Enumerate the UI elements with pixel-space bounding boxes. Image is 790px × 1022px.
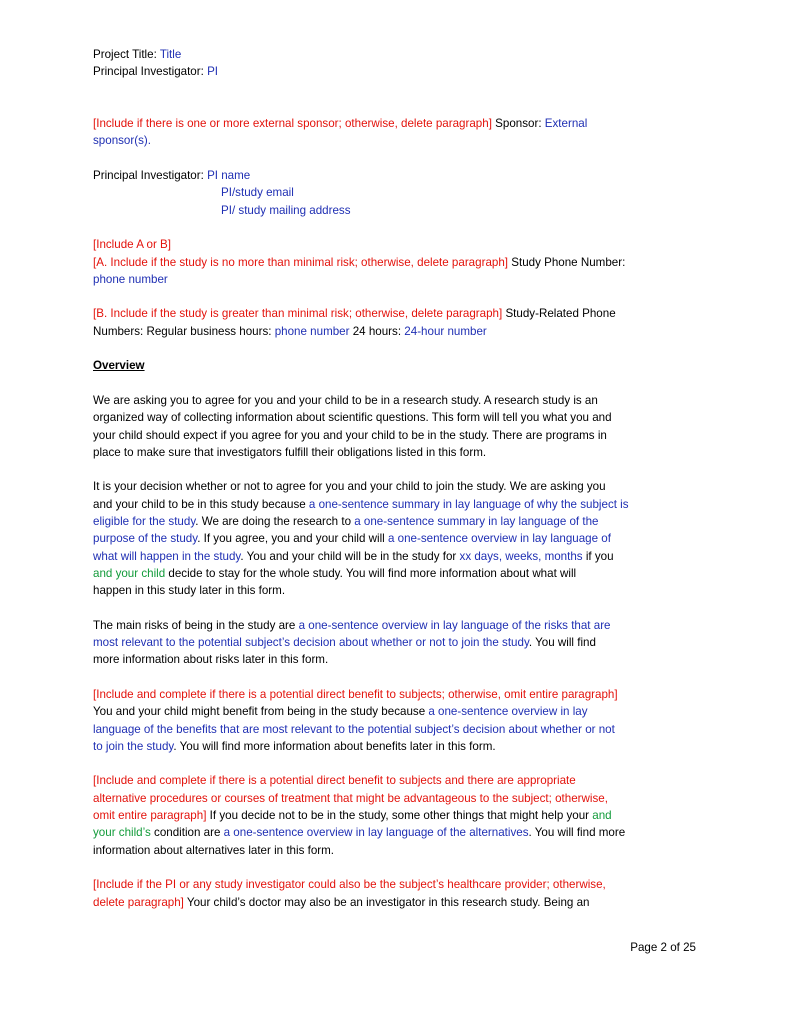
instruction-span: omit entire paragraph] (93, 809, 207, 823)
text-line: organized way of collecting information about scientific questions. This form will tell you what you and (93, 411, 612, 425)
placeholder-span: a one-sentence summary in lay language of why the subject is (308, 497, 629, 511)
phone-b-instruction: [B. Include if the study is greater than minimal risk; otherwise, delete paragraph] (93, 307, 503, 321)
text-line (93, 703, 703, 720)
placeholder-span: a one-sentence summary in lay language of the (354, 515, 599, 529)
text-span: . If you agree, you and your child will (197, 532, 388, 546)
phone-b-value2: 24-hour number (404, 324, 487, 338)
phone-b-line (93, 305, 703, 322)
text-span: decide to stay for the whole study. You will find more information about what will (165, 566, 577, 580)
phone-b-hours-label: Numbers: Regular business hours: (93, 324, 275, 338)
principal-investigator-line (93, 63, 703, 80)
project-title-label: Project Title: (93, 48, 160, 61)
text-line (93, 634, 703, 651)
placeholder-span: xx days, weeks, months (459, 549, 583, 563)
text-span: condition are (150, 826, 224, 840)
phone-b-value1: phone number (274, 324, 350, 338)
text-span: The main risks of being in the study are (93, 618, 299, 632)
placeholder-span: a one-sentence overview in lay (428, 705, 588, 719)
sponsor-value: External (544, 117, 588, 131)
text-line: We are asking you to agree for you and your child to be in a research study. A research study is an (93, 393, 598, 407)
placeholder-span: most relevant to the potential subject’s decision about whether or not to join the study (93, 636, 529, 650)
sponsor-instruction: [Include if there is one or more external sponsor; otherwise, delete paragraph] (93, 117, 492, 131)
phone-a-line (93, 254, 703, 271)
placeholder-span: a one-sentence overview in lay language of the alternatives (223, 826, 529, 840)
text-span: and your child to be in this study because (93, 497, 309, 511)
phone-b-label: Study-Related Phone (502, 307, 616, 321)
text-line: happen in this study later in this form. (93, 584, 286, 598)
text-span: . We are doing the research to (195, 515, 355, 529)
phone-b-line2 (93, 323, 703, 340)
instruction-span: delete paragraph] (93, 895, 184, 909)
placeholder-span: to join the study (93, 739, 174, 753)
project-title-value: Title (159, 48, 182, 61)
text-line (93, 496, 703, 513)
text-span: . You will find (528, 636, 596, 650)
text-line: your child should expect if you agree for you and your child to be in the study. There are programs in (93, 428, 607, 442)
overview-paragraph-6 (93, 876, 703, 911)
text-line: more information about risks later in this form. (93, 653, 329, 667)
child-span: and (592, 809, 612, 823)
overview-paragraph-5 (93, 772, 703, 858)
sponsor-paragraph (93, 115, 703, 150)
phone-b-mid: 24 hours: (349, 324, 405, 338)
text-span: if you (582, 549, 614, 563)
text-line: information about alternatives later in this form. (93, 843, 335, 857)
phone-a-label: Study Phone Number: (508, 255, 626, 269)
text-span: . You and your child will be in the study for (240, 549, 460, 563)
text-line: It is your decision whether or not to agree for you and your child to join the study. We are asking you (93, 480, 606, 494)
phone-a-value: phone number (93, 272, 168, 286)
page-number: Page 2 of 25 (630, 941, 696, 954)
document-page (93, 46, 703, 911)
instruction-line: alternative procedures or courses of treatment that might be advantageous to the subject; otherwise, (93, 791, 608, 805)
text-line (93, 738, 703, 755)
text-span: . You will find more (528, 826, 626, 840)
text-line (93, 548, 703, 565)
text-span: Your child’s doctor may also be an investigator in this research study. Being an (183, 895, 590, 909)
instruction-line: [Include and complete if there is a potential direct benefit to subjects; otherwise, omit entire paragraph] (93, 687, 618, 701)
placeholder-span: purpose of the study (93, 532, 198, 546)
overview-paragraph-4 (93, 686, 703, 755)
include-a-or-b: [Include A or B] (93, 238, 171, 252)
pi-block-label: Principal Investigator: (93, 169, 208, 183)
placeholder-span: a one-sentence overview in lay language of (387, 532, 611, 546)
instruction-line: [Include and complete if there is a potential direct benefit to subjects and there are appropriate (93, 774, 576, 788)
overview-paragraph-3 (93, 617, 703, 669)
sponsor-value-cont: sponsor(s). (93, 134, 151, 148)
text-line (93, 894, 703, 911)
placeholder-span: what will happen in the study (93, 549, 241, 563)
placeholder-span: a one-sentence overview in lay language of the risks that are (298, 618, 611, 632)
overview-paragraph-1 (93, 392, 703, 461)
pi-label: Principal Investigator: (93, 65, 208, 79)
text-line (93, 824, 703, 841)
pi-contact-block (93, 167, 703, 219)
overview-heading: Overview (93, 359, 145, 373)
text-line (93, 807, 703, 824)
instruction-line: [Include if the PI or any study investigator could also be the subject’s healthcare provider; otherwise, (93, 878, 606, 892)
text-line: place to make sure that investigators fulfill their obligations listed in this form. (93, 445, 487, 459)
pi-address: PI/ study mailing address (221, 203, 351, 217)
sponsor-label: Sponsor: (491, 117, 545, 131)
project-title-line (93, 46, 703, 63)
overview-paragraph-2 (93, 478, 703, 599)
pi-name: PI name (207, 169, 251, 183)
text-span: . You will find more information about benefits later in this form. (173, 739, 496, 753)
pi-value: PI (207, 65, 219, 79)
text-span: You and your child might benefit from being in the study because (93, 705, 429, 719)
text-line (93, 565, 703, 582)
child-span: and your child (93, 566, 166, 580)
placeholder-line: language of the benefits that are most relevant to the potential subject’s decision about whether or not (93, 722, 615, 736)
child-span: your child’s (93, 826, 151, 840)
phone-a-instruction: [A. Include if the study is no more than minimal risk; otherwise, delete paragraph] (93, 255, 509, 269)
placeholder-span: eligible for the study (93, 515, 196, 529)
text-line (93, 617, 703, 634)
text-line (93, 513, 703, 530)
text-line (93, 530, 703, 547)
pi-email: PI/study email (221, 186, 294, 200)
text-span: If you decide not to be in the study, some other things that might help your (206, 809, 593, 823)
